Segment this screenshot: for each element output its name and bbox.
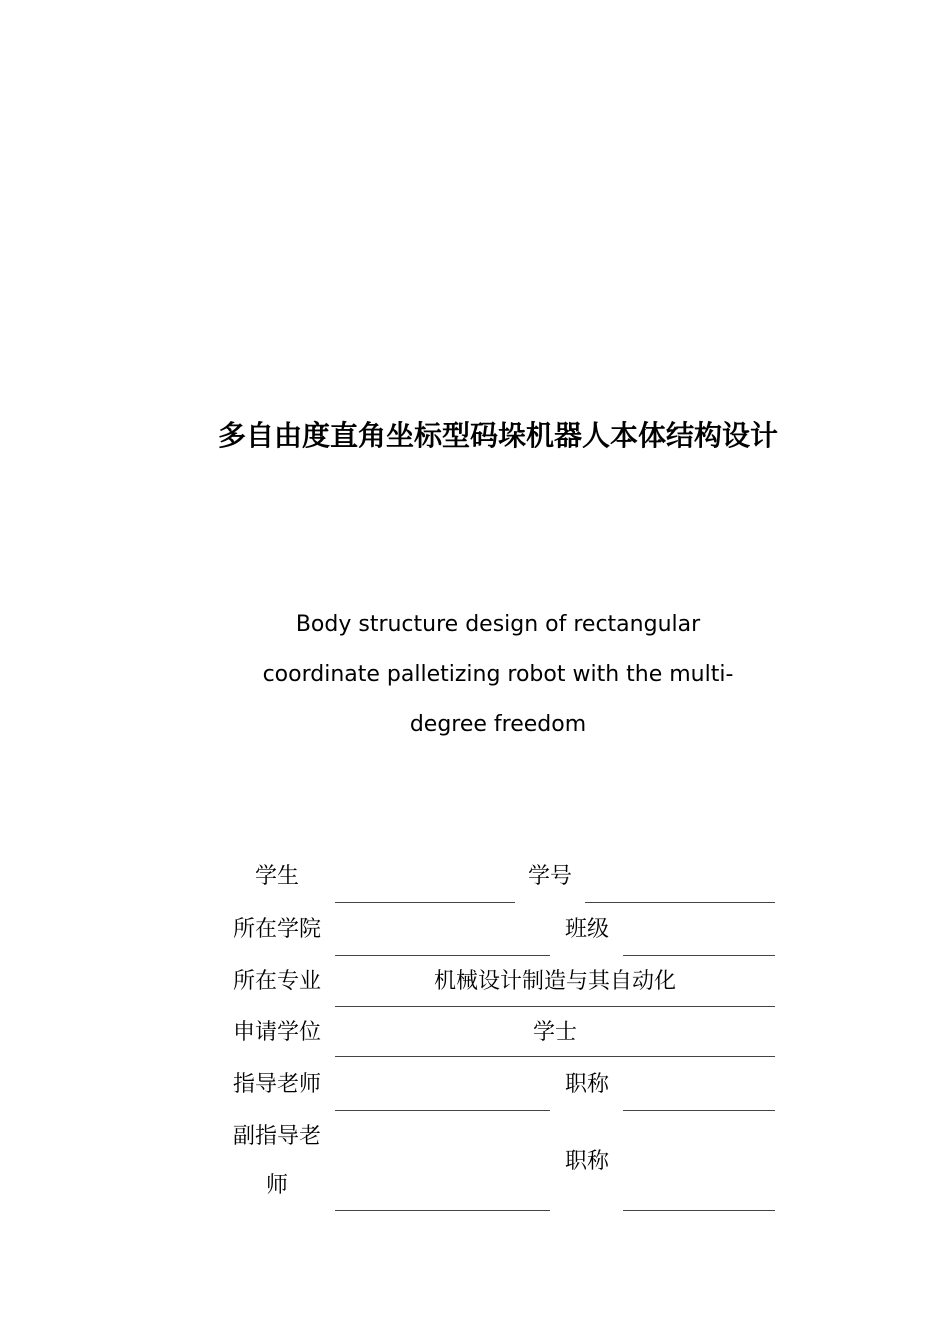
co-advisor-title-underline: [623, 1210, 775, 1211]
major-label: 所在专业: [232, 969, 321, 994]
student-label: 学生: [254, 864, 299, 889]
co-advisor-label-line-2: 师: [265, 1173, 288, 1198]
english-title-line-2: coordinate palletizing robot with the multi-: [262, 662, 734, 687]
degree-underline: [335, 1056, 775, 1057]
student-underline: [335, 902, 515, 903]
advisor-title-label: 职称: [564, 1072, 609, 1097]
advisor-title-underline: [623, 1110, 775, 1111]
advisor-underline: [335, 1110, 550, 1111]
advisor-label: 指导老师: [232, 1072, 321, 1097]
college-label: 所在学院: [232, 917, 321, 942]
degree-value: 学士: [532, 1020, 577, 1045]
class-underline: [623, 955, 775, 956]
major-value: 机械设计制造与其自动化: [433, 969, 676, 994]
english-title: [220, 600, 776, 750]
english-title-line-3: degree freedom: [409, 712, 587, 737]
english-title-line-1: Body structure design of rectangular: [295, 612, 701, 637]
co-advisor-title-label: 职称: [564, 1149, 609, 1174]
co-advisor-underline: [335, 1210, 550, 1211]
chinese-title: 多自由度直角坐标型码垛机器人本体结构设计: [217, 419, 778, 452]
degree-label: 申请学位: [232, 1020, 321, 1045]
student-id-underline: [585, 902, 775, 903]
college-underline: [335, 955, 550, 956]
major-underline: [335, 1006, 775, 1007]
student-id-label: 学号: [527, 864, 572, 889]
co-advisor-label-line-1: 副指导老: [232, 1124, 321, 1149]
class-label: 班级: [564, 917, 609, 942]
